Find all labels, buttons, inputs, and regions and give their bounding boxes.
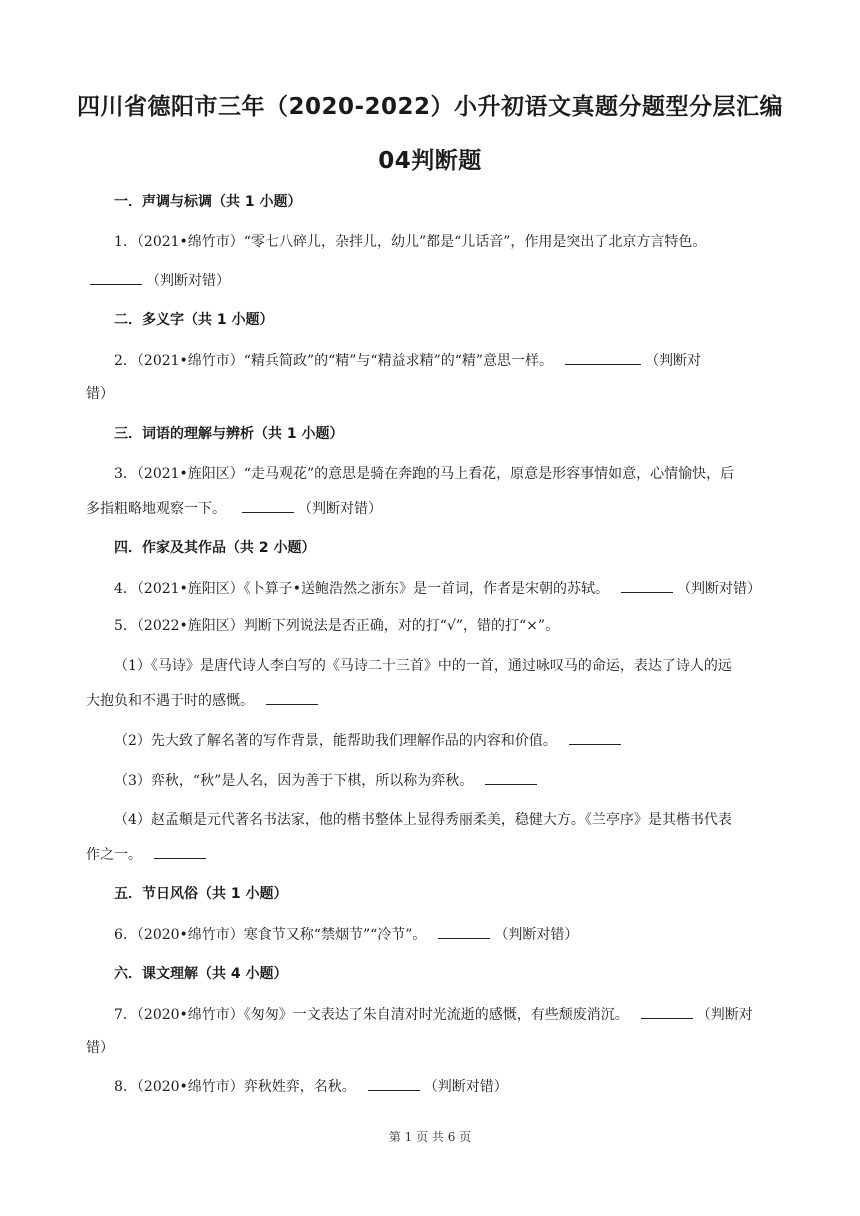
question-1-answer: （判断对错） (86, 270, 230, 291)
question-2-cont: 错） (86, 386, 114, 402)
question-1-text: 1．（2021•绵竹市）“零七八碎儿，杂拌儿，幼儿”都是“儿话音”，作用是突出了北京方言特色。 (114, 234, 707, 250)
question-7-text: 7．（2020•绵竹市）《匆匆》一文表达了朱自清对时光流逝的感慨，有些颓废消沉。 （判断对 (114, 1004, 753, 1025)
question-5-4-cont: 作之一。 (86, 844, 210, 865)
page-footer: 第 1 页 共 6 页 (388, 1130, 472, 1144)
answer-blank-5-2[interactable] (569, 730, 621, 745)
question-5-1-text: （1）《马诗》是唐代诗人李白写的《马诗二十三首》中的一首，通过咏叹马的命运，表达了诗人的远 (114, 658, 732, 674)
answer-blank-6[interactable] (438, 924, 490, 939)
answer-blank-7[interactable] (641, 1004, 693, 1019)
question-3-text: 3．（2021•旌阳区）“走马观花”的意思是骑在奔跑的马上看花，原意是形容事情如意，心情愉快，后 (114, 466, 735, 482)
section-heading-4: 四．作家及其作品（共 2 小题） (114, 540, 316, 556)
section-heading-5: 五．节日风俗（共 1 小题） (114, 886, 288, 902)
question-5-3-text: （3）弈秋，“秋”是人名，因为善于下棋，所以称为弈秋。 (114, 770, 541, 791)
question-6-text: 6．（2020•绵竹市）寒食节又称“禁烟节”“冷节”。 （判断对错） (114, 924, 578, 945)
question-7-cont: 错） (86, 1040, 114, 1056)
answer-blank-8[interactable] (368, 1076, 420, 1091)
answer-blank-5-4[interactable] (154, 844, 206, 859)
section-heading-2: 二．多义字（共 1 小题） (114, 312, 274, 328)
section-heading-1: 一．声调与标调（共 1 小题） (114, 194, 302, 210)
answer-blank-5-3[interactable] (485, 770, 537, 785)
question-2-text: 2．（2021•绵竹市）“精兵简政”的“精”与“精益求精”的“精”意思一样。 （判断对 (114, 350, 701, 371)
question-8-text: 8．（2020•绵竹市）弈秋姓弈，名秋。 （判断对错） (114, 1076, 508, 1097)
document-subtitle: 04判断题 (378, 148, 482, 174)
question-3-cont: 多指粗略地观察一下。 （判断对错） (86, 498, 382, 519)
answer-blank-2[interactable] (565, 350, 641, 365)
question-4-text: 4．（2021•旌阳区）《卜算子•送鲍浩然之浙东》是一首词，作者是宋朝的苏轼。 （判断对错） (114, 578, 761, 599)
question-5-intro: 5．（2022•旌阳区）判断下列说法是否正确，对的打“√”，错的打“×”。 (114, 618, 560, 634)
question-5-2-text: （2）先大致了解名著的写作背景，能帮助我们理解作品的内容和价值。 (114, 730, 625, 751)
answer-blank-5-1[interactable] (266, 690, 318, 705)
section-heading-6: 六．课文理解（共 4 小题） (114, 966, 288, 982)
answer-blank-4[interactable] (621, 578, 673, 593)
question-5-4-text: （4）赵孟頫是元代著名书法家，他的楷书整体上显得秀丽柔美，稳健大方。《兰亭序》是其楷书代表 (114, 812, 732, 828)
answer-blank-1[interactable] (90, 270, 142, 285)
answer-blank-3[interactable] (242, 498, 294, 513)
question-5-1-cont: 大抱负和不遇于时的感慨。 (86, 690, 322, 711)
section-heading-3: 三．词语的理解与辨析（共 1 小题） (114, 426, 344, 442)
document-title: 四川省德阳市三年（2020-2022）小升初语文真题分题型分层汇编 (76, 94, 784, 120)
